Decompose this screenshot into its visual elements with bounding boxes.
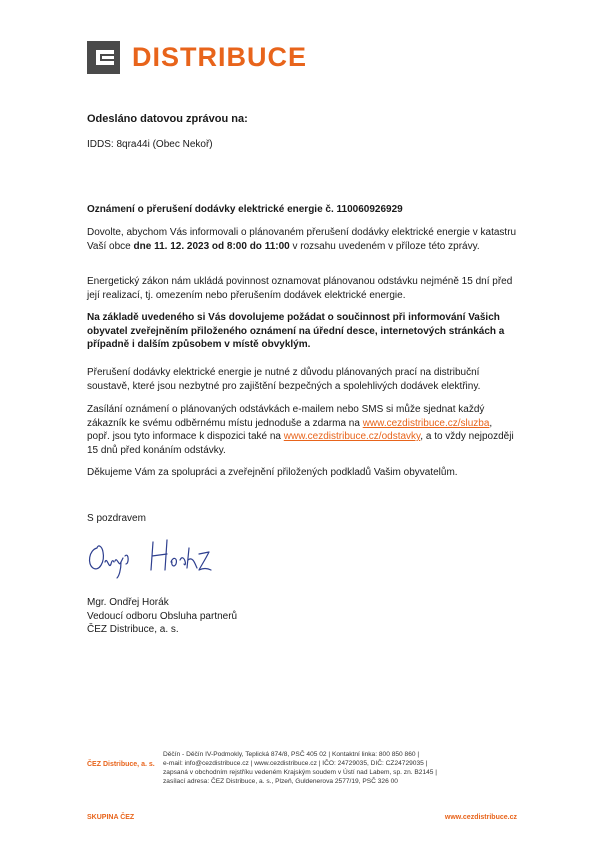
paragraph-request: Na základě uvedeného si Vás dovolujeme požádat o součinnost při informování Vašich obyvatel zveřejněním přiloženého oznámení na úřední desce, internetových stránkách a případně i dalším způsobem v místě obvyklým. — [87, 312, 505, 350]
footer-line: zasílací adresa: ČEZ Distribuce, a. s., Plzeň, Guldenerova 2577/19, PSČ 326 00 — [163, 778, 398, 785]
paragraph-notifications — [87, 403, 517, 457]
footer-line: e-mail: info@cezdistribuce.cz | www.cezdistribuce.cz | IČO: 24729035, DIČ: CZ24729035 | — [163, 760, 428, 767]
letter-subject: Oznámení o přerušení dodávky elektrické energie č. 110060926929 — [87, 204, 403, 215]
notify-text-end: , a to vždy nejpozději 15 dnů před konáním odstávky. — [87, 431, 514, 456]
paragraph-reason: Přerušení dodávky elektrické energie je nutné z důvodu plánovaných prací na distribuční soustavě, které jsou nezbytné pro zajištění bezpečných a spolehlivých dodávek elektřiny. — [87, 367, 481, 392]
handwritten-signature — [85, 534, 215, 584]
intro-text: Dovolte, abychom Vás informovali o plánovaném přerušení dodávky elektrické energie v katastru Vaší obce — [87, 227, 517, 252]
logo-wordmark: DISTRIBUCE — [132, 42, 308, 72]
paragraph-intro — [87, 226, 517, 253]
signer-name: Mgr. Ondřej Horák — [87, 597, 169, 608]
intro-text-end: v rozsahu uvedeném v příloze této zprávy. — [289, 240, 480, 252]
notify-text-mid: , popř. jsou tyto informace k dispozici také na — [87, 417, 493, 442]
recipient-idds: IDDS: 8qra44i (Obec Nekoř) — [87, 139, 213, 150]
footer-line: zapsaná v obchodním rejstříku vedeném Krajským soudem v Ústí nad Labem, sp. zn. B2145 | — [163, 769, 438, 776]
footer-info — [163, 750, 525, 786]
footer-company: ČEZ Distribuce, a. s. — [87, 761, 155, 768]
link-sluzba[interactable]: www.cezdistribuce.cz/sluzba — [362, 417, 490, 429]
notify-text: Zasílání oznámení o plánovaných odstávkách e-mailem nebo SMS si může sjednat každý zákazník ke svému odběrnému místu jednoduše a zdarma na — [87, 404, 485, 429]
paragraph-law: Energetický zákon nám ukládá povinnost oznamovat plánovanou odstávku nejméně 15 dní před její realizací, tj. omezením nebo přerušením dodávek elektrické energie. — [87, 276, 513, 301]
cez-logo-icon — [87, 41, 120, 74]
footer-group: SKUPINA ČEZ — [87, 814, 135, 821]
outage-date: dne 11. 12. 2023 od 8:00 do 11:00 — [133, 240, 290, 252]
footer-line: Děčín - Děčín IV-Podmokly, Teplická 874/8, PSČ 405 02 | Kontaktní linka: 800 850 860 | — [163, 751, 420, 758]
company-logo — [87, 40, 307, 74]
greeting: S pozdravem — [87, 513, 146, 524]
signer-role: Vedoucí odboru Obsluha partnerů — [87, 610, 238, 622]
paragraph-thanks: Děkujeme Vám za spolupráci a zveřejnění přiložených podkladů Vašim obyvatelům. — [87, 467, 458, 478]
signature-block — [87, 596, 517, 637]
footer-website: www.cezdistribuce.cz — [444, 814, 517, 821]
signer-company: ČEZ Distribuce, a. s. — [87, 624, 179, 635]
link-odstavky[interactable]: www.cezdistribuce.cz/odstavky — [283, 431, 421, 442]
sent-label: Odesláno datovou zprávou na: — [87, 113, 248, 125]
